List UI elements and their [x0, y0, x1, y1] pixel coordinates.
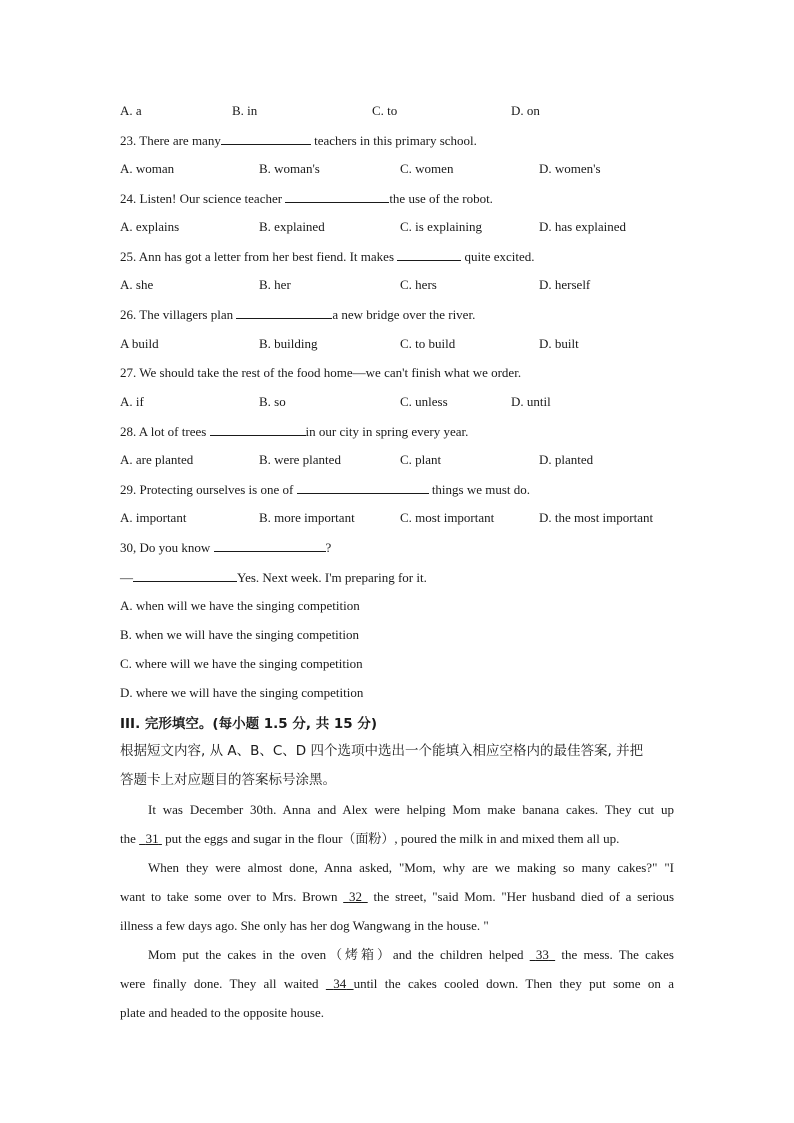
passage-p1-line2-post: put the eggs and sugar in the flour（面粉）, poured the milk in and mixed them all up. [161, 831, 620, 846]
passage-p3-line1-pre: Mom put the cakes in the oven（烤箱）and the children helped [148, 947, 530, 962]
q28-stem-post: in our city in spring every year. [305, 424, 469, 439]
q24-option-a[interactable]: A. explains [120, 219, 180, 234]
q24-option-c[interactable]: C. is explaining [400, 219, 482, 234]
q23-option-c[interactable]: C. women [400, 161, 454, 176]
q28-blank [210, 422, 306, 436]
passage-p3-line3: plate and headed to the opposite house. [120, 1005, 324, 1020]
q27-stem: 27. We should take the rest of the food home—we can't finish what we order. [120, 365, 522, 380]
q28-option-a[interactable]: A. are planted [120, 452, 194, 467]
blank-31 [139, 831, 162, 846]
q26-option-c[interactable]: C. to build [400, 336, 456, 351]
passage-p1-line2 [120, 830, 674, 848]
q30-reply-blank [133, 568, 237, 582]
blank-33-number: 33 [535, 947, 549, 962]
q30-option-d[interactable]: D. where we will have the singing competition [120, 685, 364, 700]
q30-option-a[interactable]: A. when will we have the singing competition [120, 598, 360, 613]
blank-34-number: 34 [333, 976, 347, 991]
passage-p3-line2-post: until the cakes cooled down. Then they put some on a [353, 976, 675, 991]
q30-stem-post: ? [325, 540, 332, 555]
q27-option-d[interactable]: D. until [511, 394, 551, 409]
q29-option-c[interactable]: C. most important [400, 510, 495, 525]
q30-reply-dash: — [120, 570, 133, 585]
q23-stem-pre: 23. There are many [120, 133, 221, 148]
q29-option-a[interactable]: A. important [120, 510, 187, 525]
section-instruction-line2: 答题卡上对应题目的答案标号涂黑。 [120, 772, 336, 788]
q30-stem [120, 538, 331, 557]
q26-option-d[interactable]: D. built [539, 336, 579, 351]
q24-option-d[interactable]: D. has explained [539, 219, 627, 234]
passage-p3-line1-post: the mess. The cakes [555, 947, 674, 962]
passage-p2-line2-post: the street, "said Mom. "Her husband died of a serious [367, 889, 675, 904]
q24-stem-post: the use of the robot. [389, 191, 493, 206]
q25-option-b[interactable]: B. her [259, 277, 291, 292]
q30-reply-text: Yes. Next week. I'm preparing for it. [237, 570, 427, 585]
q26-stem-pre: 26. The villagers plan [120, 307, 237, 322]
passage-p2-line2-pre: want to take some over to Mrs. Brown [120, 889, 344, 904]
passage-p1-line2-pre: the [120, 831, 140, 846]
q25-option-d[interactable]: D. herself [539, 277, 591, 292]
q23-blank [221, 131, 311, 145]
q30-option-b[interactable]: B. when we will have the singing competition [120, 627, 360, 642]
passage-p3-line2-pre: were finally done. They all waited [120, 976, 326, 991]
q30-stem-pre: 30, Do you know [120, 540, 214, 555]
q29-stem [120, 480, 530, 499]
q26-option-a[interactable]: A build [120, 336, 159, 351]
blank-33 [530, 947, 555, 962]
q22-option-a[interactable]: A. a [120, 103, 142, 118]
q23-option-d[interactable]: D. women's [539, 161, 601, 176]
passage-p3-line1 [148, 946, 674, 964]
q25-option-c[interactable]: C. hers [400, 277, 437, 292]
q28-option-d[interactable]: D. planted [539, 452, 594, 467]
q24-option-b[interactable]: B. explained [259, 219, 325, 234]
passage-p1-line1: It was December 30th. Anna and Alex were helping Mom make banana cakes. They cut up [148, 802, 674, 817]
q27-option-a[interactable]: A. if [120, 394, 144, 409]
q24-blank [285, 189, 389, 203]
q30-reply [120, 568, 427, 587]
blank-31-number: 31 [145, 831, 159, 846]
q25-option-a[interactable]: A. she [120, 277, 154, 292]
q22-option-d[interactable]: D. on [511, 103, 540, 118]
blank-32 [343, 889, 368, 904]
q25-stem-pre: 25. Ann has got a letter from her best fiend. It makes [120, 249, 398, 264]
q24-stem-pre: 24. Listen! Our science teacher [120, 191, 286, 206]
q28-option-c[interactable]: C. plant [400, 452, 442, 467]
q23-stem-post: teachers in this primary school. [310, 133, 477, 148]
q25-stem [120, 247, 535, 266]
q26-blank [236, 305, 332, 319]
q28-option-b[interactable]: B. were planted [259, 452, 341, 467]
q29-stem-pre: 29. Protecting ourselves is one of [120, 482, 297, 497]
q29-blank [297, 480, 429, 494]
q27-option-c[interactable]: C. unless [400, 394, 448, 409]
q25-blank [397, 247, 461, 261]
passage-p2-line2 [120, 888, 674, 906]
q23-option-a[interactable]: A. woman [120, 161, 175, 176]
section-instruction-line1: 根据短文内容, 从 A、B、C、D 四个选项中选出一个能填入相应空格内的最佳答案, 并把 [120, 743, 644, 759]
passage-p3-line2 [120, 975, 674, 993]
q22-option-c[interactable]: C. to [372, 103, 398, 118]
q23-option-b[interactable]: B. woman's [259, 161, 320, 176]
q27-option-b[interactable]: B. so [259, 394, 286, 409]
q26-stem-post: a new bridge over the river. [332, 307, 476, 322]
q30-blank [214, 538, 326, 552]
q22-option-b[interactable]: B. in [232, 103, 258, 118]
q26-option-b[interactable]: B. building [259, 336, 318, 351]
blank-32-number: 32 [348, 889, 362, 904]
q25-stem-post: quite excited. [461, 249, 535, 264]
q29-option-d[interactable]: D. the most important [539, 510, 654, 525]
section-heading: III. 完形填空。(每小题 1.5 分, 共 15 分) [120, 716, 378, 732]
q23-stem [120, 131, 477, 150]
passage-p2-line1: When they were almost done, Anna asked, "Mom, why are we making so many cakes?" "I [148, 860, 674, 875]
q24-stem [120, 189, 493, 208]
q30-option-c[interactable]: C. where will we have the singing competition [120, 656, 363, 671]
blank-34 [326, 976, 354, 991]
q29-stem-post: things we must do. [428, 482, 531, 497]
q29-option-b[interactable]: B. more important [259, 510, 355, 525]
passage-p2-line3: illness a few days ago. She only has her dog Wangwang in the house. " [120, 918, 489, 933]
q28-stem-pre: 28. A lot of trees [120, 424, 210, 439]
q28-stem [120, 422, 468, 441]
q26-stem [120, 305, 475, 324]
